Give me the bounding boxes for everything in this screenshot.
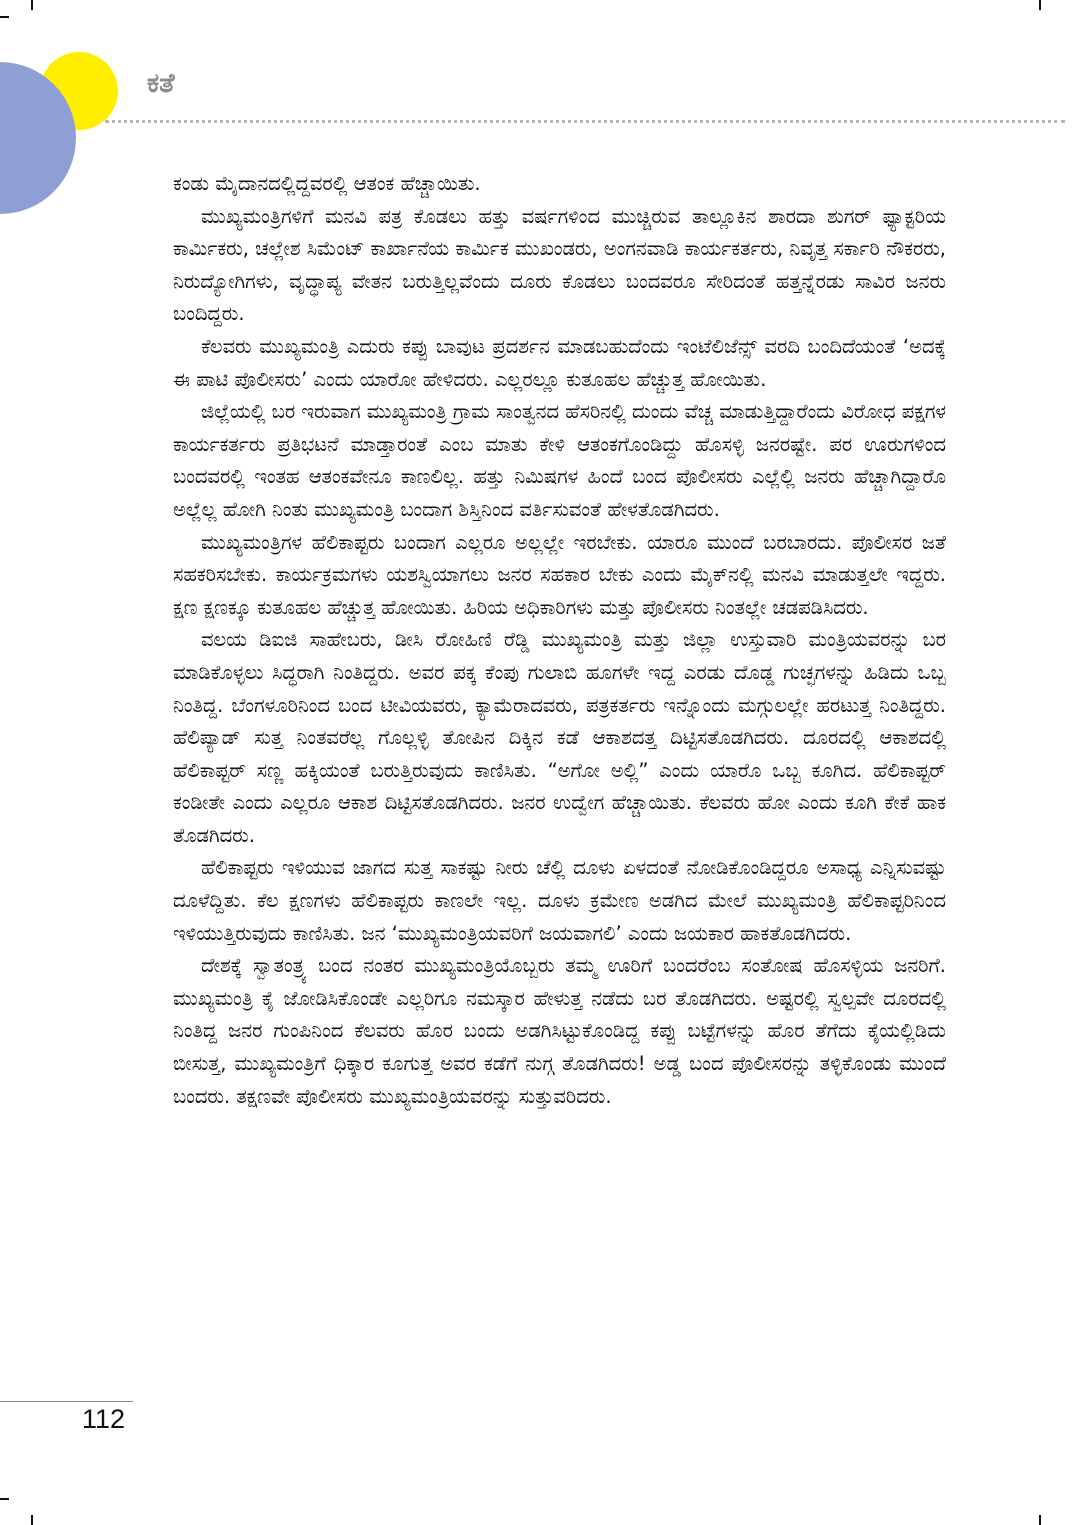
paragraph-2: ಮುಖ್ಯಮಂತ್ರಿಗಳಿಗೆ ಮನವಿ ಪತ್ರ ಕೊಡಲು ಹತ್ತು ವರ್ಷಗಳಿಂದ ಮುಚ್ಚಿರುವ ತಾಲ್ಲೂಕಿನ ಶಾರದಾ ಶುಗರ್ ಫ್ಯಾಕ್ಟರಿಯ ಕಾರ್ಮಿಕರು, ಚಲ್ಲೇಶ ಸಿಮೆಂಟ್ ಕಾರ್ಖಾನೆಯ ಕಾರ್ಮಿಕ ಮುಖಂಡರು, ಅಂಗನವಾಡಿ ಕಾರ್ಯಕರ್ತರು, ನಿವೃತ್ತ ಸರ್ಕಾರಿ ನೌಕರರು, ನಿರುದ್ಯೋಗಿಗಳು, ವೃದ್ಧಾಪ್ಯ ವೇತನ ಬರುತ್ತಿಲ್ಲವೆಂದು ದೂರು ಕೊಡಲು ಬಂದವರೂ ಸೇರಿದಂತೆ ಹತ್ತನ್ನೆರಡು ಸಾವಿರ ಜನರು ಬಂದಿದ್ದರು. xyxy=(173,204,946,326)
paragraph-6: ವಲಯ ಡಿಐಜಿ ಸಾಹೇಬರು, ಡೀಸಿ ರೋಹಿಣಿ ರೆಡ್ಡಿ ಮುಖ್ಯಮಂತ್ರಿ ಮತ್ತು ಜಿಲ್ಲಾ ಉಸ್ತುವಾರಿ ಮಂತ್ರಿಯವರನ್ನು ಬರ ಮಾಡಿಕೊಳ್ಳಲು ಸಿದ್ಧರಾಗಿ ನಿಂತಿದ್ದರು. ಅವರ ಪಕ್ಕ ಕೆಂಪು ಗುಲಾಬಿ ಹೂಗಳೇ ಇದ್ದ ಎರಡು ದೊಡ್ಡ ಗುಚ್ಛಗಳನ್ನು ಹಿಡಿದು ಒಬ್ಬ ನಿಂತಿದ್ದ. ಬೆಂಗಳೂರಿನಿಂದ ಬಂದ ಟೀವಿಯವರು, ಕ್ಯಾಮೆರಾದವರು, ಪತ್ರಕರ್ತರು ಇನ್ನೊಂದು ಮಗ್ಗುಲಲ್ಲೇ ಹರಟುತ್ತ ನಿಂತಿದ್ದರು. ಹೆಲಿಪ್ಯಾಡ್ ಸುತ್ತ ನಿಂತವರೆಲ್ಲ ಗೊಲ್ಲಳ್ಳಿ ತೋಪಿನ ದಿಕ್ಕಿನ ಕಡೆ ಆಕಾಶದತ್ತ ದಿಟ್ಟಿಸತೊಡಗಿದರು. ದೂರದಲ್ಲಿ ಆಕಾಶದಲ್ಲಿ ಹೆಲಿಕಾಪ್ಟರ್ ಸಣ್ಣ ಹಕ್ಕಿಯಂತೆ ಬರುತ್ತಿರುವುದು ಕಾಣಿಸಿತು. “ಅಗೋ ಅಲ್ಲಿ” ಎಂದು ಯಾರೊ ಒಬ್ಬ ಕೂಗಿದ. ಹೆಲಿಕಾಪ್ಟರ್ ಕಂಡೀತೇ ಎಂದು ಎಲ್ಲರೂ ಆಕಾಶ ದಿಟ್ಟಿಸತೊಡಗಿದರು. ಜನರ ಉದ್ವೇಗ ಹೆಚ್ಚಾಯಿತು. ಕೆಲವರು ಹೋ ಎಂದು ಕೂಗಿ ಕೇಕೆ ಹಾಕ ತೊಡಗಿದರು. xyxy=(173,628,946,847)
paragraph-4: ಜಿಲ್ಲೆಯಲ್ಲಿ ಬರ ಇರುವಾಗ ಮುಖ್ಯಮಂತ್ರಿ ಗ್ರಾಮ ಸಾಂತ್ವನದ ಹೆಸರಿನಲ್ಲಿ ದುಂದು ವೆಚ್ಚ ಮಾಡುತ್ತಿದ್ದಾರೆಂದು ವಿರೋಧ ಪಕ್ಷಗಳ ಕಾರ್ಯಕರ್ತರು ಪ್ರತಿಭಟನೆ ಮಾಡ್ತಾರಂತೆ ಎಂಬ ಮಾತು ಕೇಳಿ ಆತಂಕಗೊಂಡಿದ್ದು ಹೊಸಳ್ಳಿ ಜನರಷ್ಟೇ. ಪರ ಊರುಗಳಿಂದ ಬಂದವರಲ್ಲಿ ಇಂತಹ ಆತಂಕವೇನೂ ಕಾಣಲಿಲ್ಲ. ಹತ್ತು ನಿಮಿಷಗಳ ಹಿಂದೆ ಬಂದ ಪೊಲೀಸರು ಎಲ್ಲೆಲ್ಲಿ ಜನರು ಹೆಚ್ಚಾಗಿದ್ದಾರೊ ಅಲ್ಲೆಲ್ಲ ಹೋಗಿ ನಿಂತು ಮುಖ್ಯಮಂತ್ರಿ ಬಂದಾಗ ಶಿಸ್ತಿನಿಂದ ವರ್ತಿಸುವಂತೆ ಹೇಳತೊಡಗಿದರು. xyxy=(173,400,946,521)
page-number-rule xyxy=(0,1401,133,1402)
paragraph-1: ಕಂಡು ಮೈದಾನದಲ್ಲಿದ್ದವರಲ್ಲಿ ಆತಂಕ ಹೆಚ್ಚಾಯಿತು. xyxy=(173,172,481,195)
crop-mark-top-left xyxy=(31,0,33,10)
crop-mark-bottom-right xyxy=(1039,1515,1041,1525)
crop-mark-left-lower xyxy=(0,1498,9,1500)
paragraph-5: ಮುಖ್ಯಮಂತ್ರಿಗಳ ಹೆಲಿಕಾಪ್ಟರು ಬಂದಾಗ ಎಲ್ಲರೂ ಅಲ್ಲಲ್ಲೇ ಇರಬೇಕು. ಯಾರೂ ಮುಂದೆ ಬರಬಾರದು. ಪೊಲೀಸರ ಜತೆ ಸಹಕರಿಸಬೇಕು. ಕಾರ್ಯಕ್ರಮಗಳು ಯಶಸ್ವಿಯಾಗಲು ಜನರ ಸಹಕಾರ ಬೇಕು ಎಂದು ಮೈಕ್‌ನಲ್ಲಿ ಮನವಿ ಮಾಡುತ್ತಲೇ ಇದ್ದರು. ಕ್ಷಣ ಕ್ಷಣಕ್ಕೂ ಕುತೂಹಲ ಹೆಚ್ಚುತ್ತ ಹೋಯಿತು. ಹಿರಿಯ ಅಧಿಕಾರಿಗಳು ಮತ್ತು ಪೊಲೀಸರು ನಿಂತಲ್ಲೇ ಚಡಪಡಿಸಿದರು. xyxy=(173,530,946,619)
crop-mark-left-upper xyxy=(0,16,9,18)
header-dotted-rule xyxy=(105,120,1065,123)
paragraph-3: ಕೆಲವರು ಮುಖ್ಯಮಂತ್ರಿ ಎದುರು ಕಪ್ಪು ಬಾವುಟ ಪ್ರದರ್ಶನ ಮಾಡಬಹುದೆಂದು ಇಂಟೆಲಿಜೆನ್ಸ್ ವರದಿ ಬಂದಿದೆಯಂತೆ ‘ಅದಕ್ಕೆ ಈ ಪಾಟಿ ಪೊಲೀಸರು’ ಎಂದು ಯಾರೋ ಹೇಳಿದರು. ಎಲ್ಲರಲ್ಲೂ ಕುತೂಹಲ ಹೆಚ್ಚುತ್ತ ಹೋಯಿತು. xyxy=(173,334,946,391)
page-number: 112 xyxy=(82,1404,126,1434)
story-body xyxy=(173,168,946,1113)
crop-mark-top-right xyxy=(1039,0,1041,10)
crop-mark-bottom-left xyxy=(31,1515,33,1525)
paragraph-8: ದೇಶಕ್ಕೆ ಸ್ವಾತಂತ್ರ್ಯ ಬಂದ ನಂತರ ಮುಖ್ಯಮಂತ್ರಿಯೊಬ್ಬರು ತಮ್ಮ ಊರಿಗೆ ಬಂದರೆಂಬ ಸಂತೋಷ ಹೊಸಳ್ಳಿಯ ಜನರಿಗೆ. ಮುಖ್ಯಮಂತ್ರಿ ಕೈ ಜೋಡಿಸಿಕೊಂಡೇ ಎಲ್ಲರಿಗೂ ನಮಸ್ಕಾರ ಹೇಳುತ್ತ ನಡೆದು ಬರ ತೊಡಗಿದರು. ಅಷ್ಟರಲ್ಲಿ ಸ್ವಲ್ಪವೇ ದೂರದಲ್ಲಿ ನಿಂತಿದ್ದ ಜನರ ಗುಂಪಿನಿಂದ ಕೆಲವರು ಹೊರ ಬಂದು ಅಡಗಿಸಿಟ್ಟುಕೊಂಡಿದ್ದ ಕಪ್ಪು ಬಟ್ಟೆಗಳನ್ನು ಹೊರ ತೆಗೆದು ಕೈಯಲ್ಲಿಡಿದು ಬೀಸುತ್ತ, ಮುಖ್ಯಮಂತ್ರಿಗೆ ಧಿಕ್ಕಾರ ಕೂಗುತ್ತ ಅವರ ಕಡೆಗೆ ನುಗ್ಗ ತೊಡಗಿದರು! ಅಡ್ಡ ಬಂದ ಪೊಲೀಸರನ್ನು ತಳ್ಳಿಕೊಂಡು ಮುಂದೆ ಬಂದರು. ತಕ್ಷಣವೇ ಪೊಲೀಸರು ಮುಖ್ಯಮಂತ್ರಿಯವರನ್ನು ಸುತ್ತುವರಿದರು. xyxy=(173,954,946,1108)
paragraph-7: ಹೆಲಿಕಾಪ್ಟರು ಇಳಿಯುವ ಜಾಗದ ಸುತ್ತ ಸಾಕಷ್ಟು ನೀರು ಚೆಲ್ಲಿ ದೂಳು ಏಳದಂತೆ ನೋಡಿಕೊಂಡಿದ್ದರೂ ಅಸಾಧ್ಯ ಎನ್ನಿಸುವಷ್ಟು ದೂಳೆದ್ದಿತು. ಕೆಲ ಕ್ಷಣಗಳು ಹೆಲಿಕಾಪ್ಟರು ಕಾಣಲೇ ಇಲ್ಲ. ದೂಳು ಕ್ರಮೇಣ ಅಡಗಿದ ಮೇಲೆ ಮುಖ್ಯಮಂತ್ರಿ ಹೆಲಿಕಾಪ್ಟರಿನಿಂದ ಇಳಿಯುತ್ತಿರುವುದು ಕಾಣಿಸಿತು. ಜನ ‘ಮುಖ್ಯಮಂತ್ರಿಯವರಿಗೆ ಜಯವಾಗಲಿ’ ಎಂದು ಜಯಕಾರ ಹಾಕತೊಡಗಿದರು. xyxy=(173,856,946,945)
page-header-title: ಕತೆ xyxy=(147,68,175,99)
